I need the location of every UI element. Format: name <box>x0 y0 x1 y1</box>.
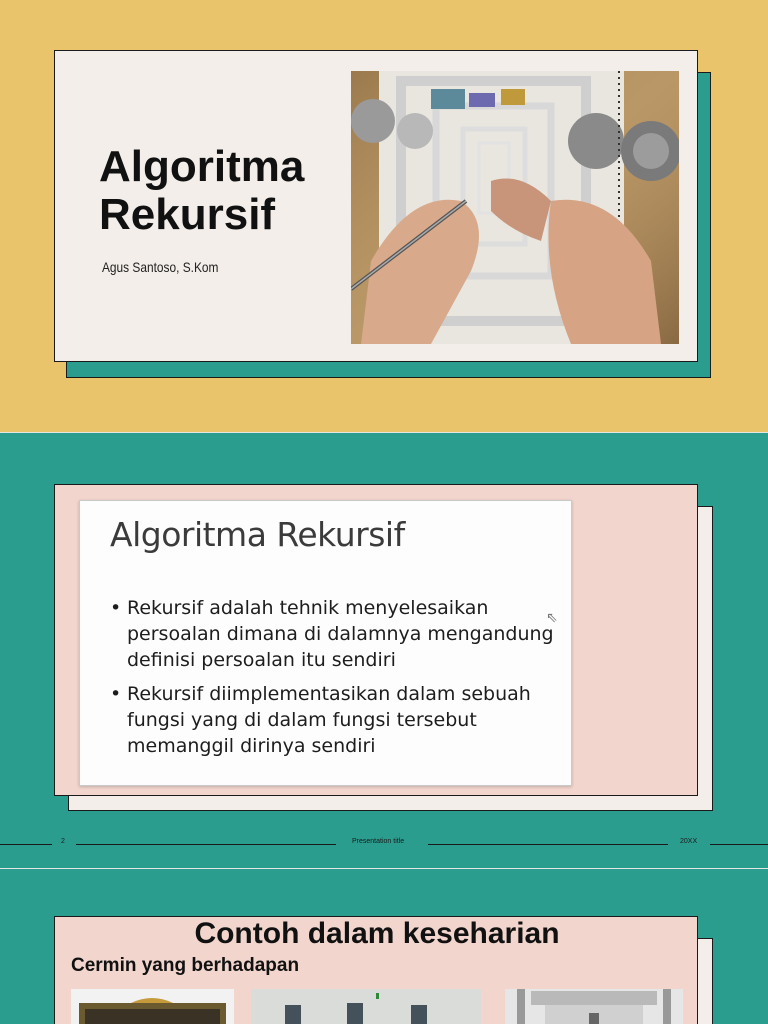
bullet-item: • Rekursif adalah tehnik menyelesaikan persoalan dimana di dalamnya mengandung definisi persoalan itu sendiri <box>110 597 554 671</box>
footer-divider <box>710 844 768 845</box>
slide-3-card <box>54 916 698 1024</box>
footer-presentation-title: Presentation title <box>352 838 405 845</box>
embedded-slide-screenshot <box>79 500 572 786</box>
mouse-pointer-icon: ⇖ <box>546 609 558 625</box>
slide-1-title <box>99 143 304 240</box>
bullet-list <box>110 595 560 767</box>
footer-page-number: 2 <box>61 838 65 845</box>
mirror-photo-3 <box>505 989 683 1024</box>
slide-3-subtitle: Cermin yang berhadapan <box>71 955 300 976</box>
mirror-photo-2 <box>251 989 481 1024</box>
slide-footer <box>0 836 768 854</box>
footer-date: 20XX <box>680 838 698 845</box>
slide-1-card <box>54 50 698 362</box>
mirror-photo-1 <box>71 989 234 1024</box>
bullet-item: • Rekursif diimplementasikan dalam sebuah fungsi yang di dalam fungsi tersebut memanggil dirinya sendiri <box>110 683 531 757</box>
author-name: Agus Santoso, S.Kom <box>102 259 219 275</box>
title-line-1: Algoritma <box>99 142 305 191</box>
recursive-hands-drawing-photo <box>351 71 679 344</box>
slide-3-title: Contoh dalam keseharian <box>194 917 560 950</box>
footer-divider <box>0 844 52 845</box>
footer-divider <box>428 844 668 845</box>
embedded-slide-title: Algoritma Rekursif <box>110 515 405 554</box>
footer-divider <box>76 844 336 845</box>
title-line-2: Rekursif <box>99 190 276 240</box>
slide-2-card <box>54 484 698 796</box>
